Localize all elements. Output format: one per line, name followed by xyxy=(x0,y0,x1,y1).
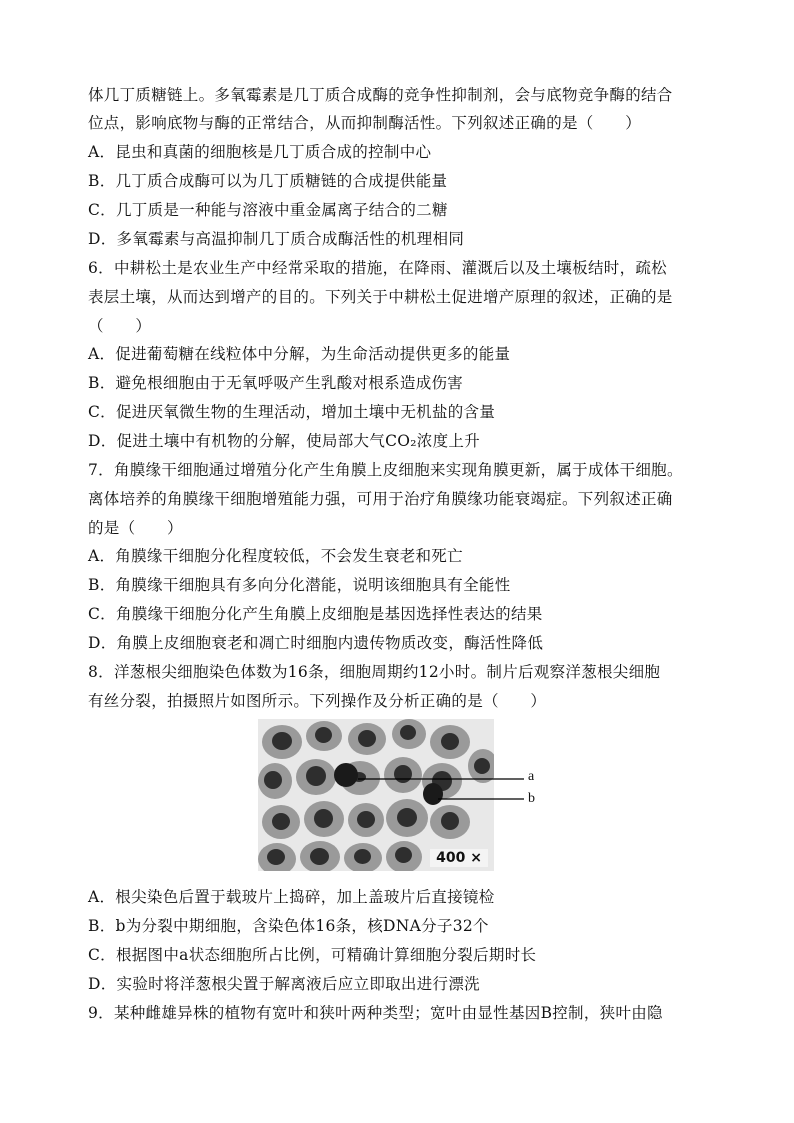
question-7-stem-line-3: 的是（ ） xyxy=(88,519,183,537)
magnification-label: 400 × xyxy=(430,849,488,867)
question-5-stem-line-1: 体几丁质糖链上。多氧霉素是几丁质合成酶的竞争性抑制剂，会与底物竞争酶的结合 xyxy=(88,86,673,104)
question-6-option-a: A．促进葡萄糖在线粒体中分解，为生命活动提供更多的能量 xyxy=(88,345,511,363)
question-8-option-a: A．根尖染色后置于载玻片上捣碎，加上盖玻片后直接镜检 xyxy=(88,888,495,906)
question-7-option-c: C．角膜缘干细胞分化产生角膜上皮细胞是基因选择性表达的结果 xyxy=(88,605,543,623)
question-8-stem-line-2: 有丝分裂，拍摄照片如图所示。下列操作及分析正确的是（ ） xyxy=(88,692,547,710)
question-6-option-b: B．避免根细胞由于无氧呼吸产生乳酸对根系造成伤害 xyxy=(88,374,464,392)
question-6-stem-line-1: 6．中耕松土是农业生产中经常采取的措施，在降雨、灌溉后以及土壤板结时，疏松 xyxy=(88,259,667,277)
question-8-option-c: C．根据图中a状态细胞所占比例，可精确计算细胞分裂后期时长 xyxy=(88,946,537,964)
question-5-option-d: D．多氧霉素与高温抑制几丁质合成酶活性的机理相同 xyxy=(88,230,465,248)
question-7-option-d: D．角膜上皮细胞衰老和凋亡时细胞内遗传物质改变，酶活性降低 xyxy=(88,634,544,652)
question-5-option-b: B．几丁质合成酶可以为几丁质糖链的合成提供能量 xyxy=(88,172,448,190)
question-7-stem-line-2: 离体培养的角膜缘干细胞增殖能力强，可用于治疗角膜缘功能衰竭症。下列叙述正确 xyxy=(88,490,673,508)
question-8-option-b: B．b为分裂中期细胞，含染色体16条，核DNA分子32个 xyxy=(88,917,489,935)
question-5-stem-line-2: 位点，影响底物与酶的正常结合，从而抑制酶活性。下列叙述正确的是（ ） xyxy=(88,114,642,132)
question-7-option-a: A．角膜缘干细胞分化程度较低，不会发生衰老和死亡 xyxy=(88,547,463,565)
question-5-option-c: C．几丁质是一种能与溶液中重金属离子结合的二糖 xyxy=(88,201,448,219)
question-7-stem-line-1: 7．角膜缘干细胞通过增殖分化产生角膜上皮细胞来实现角膜更新，属于成体干细胞。 xyxy=(88,461,683,479)
micrograph-figure xyxy=(258,719,494,871)
question-8-stem-line-1: 8．洋葱根尖细胞染色体数为16条，细胞周期约12小时。制片后观察洋葱根尖细胞 xyxy=(88,663,661,681)
question-8-option-d: D．实验时将洋葱根尖置于解离液后应立即取出进行漂洗 xyxy=(88,975,480,993)
question-6-option-c: C．促进厌氧微生物的生理活动，增加土壤中无机盐的含量 xyxy=(88,403,496,421)
label-pointer-extension xyxy=(494,769,528,809)
question-6-stem-line-2: 表层土壤，从而达到增产的目的。下列关于中耕松土促进增产原理的叙述，正确的是 xyxy=(88,288,673,306)
question-7-option-b: B．角膜缘干细胞具有多向分化潜能，说明该细胞具有全能性 xyxy=(88,576,511,594)
label-a: a xyxy=(528,769,535,784)
question-6-answer-bracket: （ ） xyxy=(88,317,152,335)
question-6-option-d: D．促进土壤中有机物的分解，使局部大气CO₂浓度上升 xyxy=(88,432,481,450)
question-9-stem-line-1: 9．某种雌雄异株的植物有宽叶和狭叶两种类型；宽叶由显性基因B控制，狭叶由隐 xyxy=(88,1004,663,1022)
label-b: b xyxy=(528,791,535,806)
question-5-option-a: A．昆虫和真菌的细胞核是几丁质合成的控制中心 xyxy=(88,143,432,161)
